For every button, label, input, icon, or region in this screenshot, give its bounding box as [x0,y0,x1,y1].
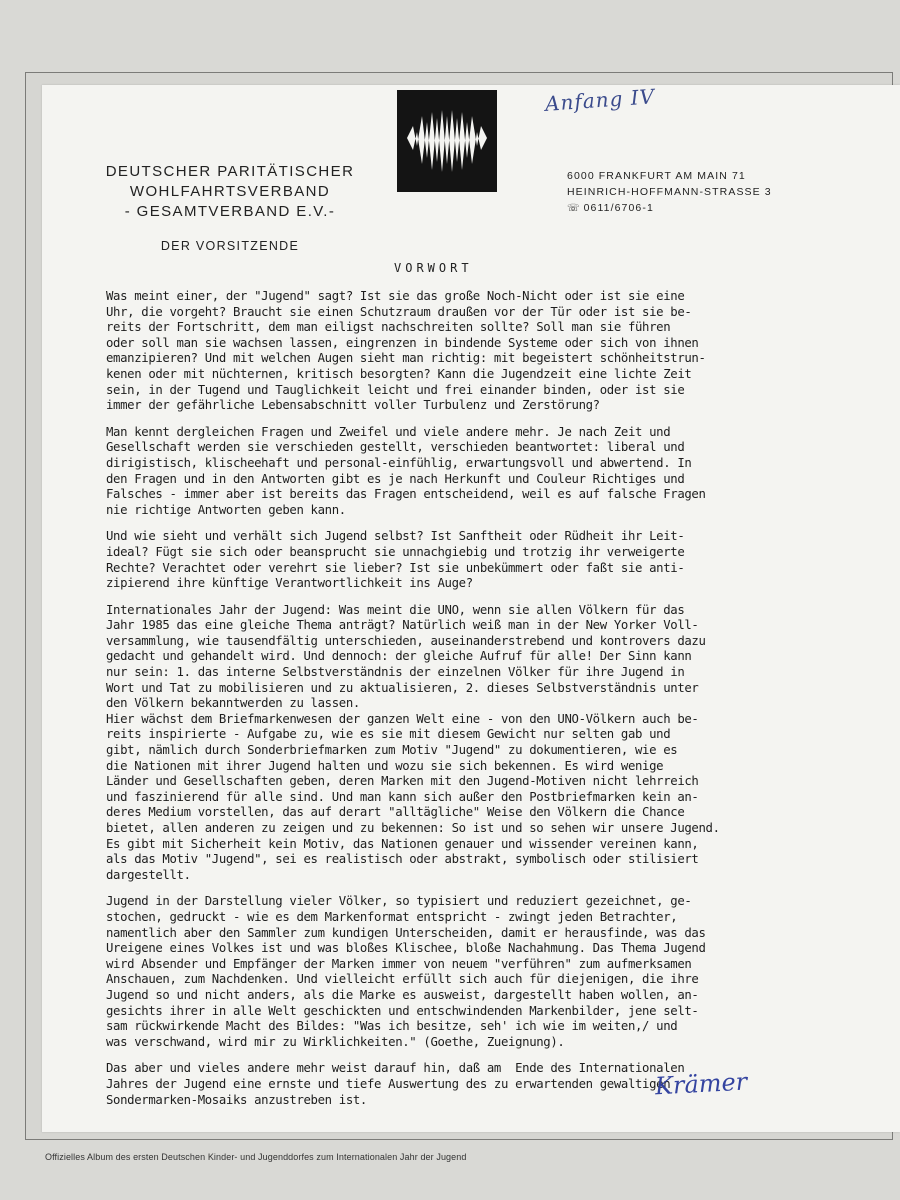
text-line: die Nationen mit ihrer Jugend halten und wozu sie sich bekennen. Es wird wenige [106,758,664,773]
text-line: Hier wächst dem Briefmarkenwesen der ganzen Welt eine - von den UNO-Völkern auch be- [106,711,699,726]
text-line: oder soll man sie wachsen lassen, eingrenzen in bindende Systeme oder sich von ihnen [106,335,699,350]
text-line: Man kennt dergleichen Fragen und Zweifel und viele andere mehr. Je nach Zeit und [106,424,671,439]
address-city: 6000 FRANKFURT AM MAIN 71 [567,170,746,182]
text-line: stochen, gedruckt - wie es dem Markenformat entspricht - zwingt jeden Betrachter, [106,909,678,924]
organization-line: WOHLFAHRTSVERBAND [129,183,331,200]
text-line: was verschwand, wird mir zu Wirklichkeiten." (Goethe, Zueignung). [106,1034,565,1049]
telephone-icon: ☏ [567,203,581,214]
text-line: den Fragen und in den Antworten gibt es je nach Herkunft und Couleur Richtiges und [106,471,685,486]
text-line: Jahres der Jugend eine ernste und tiefe Auswertung des zu erwartenden gewaltigen [106,1076,671,1091]
address-block [567,168,772,217]
text-line: nie richtige Antworten geben kann. [106,502,346,517]
paragraph [106,712,796,884]
text-line: reits der Fortschritt, dem man eiligst nachschreiten sollte? Soll man sie führen [106,320,671,335]
text-line: deres Medium vorstellen, das auf derart "alltägliche" Weise den Völkern die Chance [106,805,685,820]
text-line: sein, in der Tugend und Tauglichkeit leicht und frei einander binden, oder ist sie [106,382,685,397]
handwritten-note: Anfang IV [544,84,656,116]
text-line: gedacht und gehandelt wird. Und dennoch: der gleiche Aufruf für alle! Der Sinn kann [106,649,692,664]
text-line: gesichts ihrer in alle Welt geschickten und entschwindenden Markenbilder, jene selt- [106,1003,699,1018]
zigzag-logo-icon [397,90,497,192]
paragraph [106,425,796,519]
text-line: Jugend so und nicht anders, als die Marke es ausweist, dargestellt haben wollen, an- [106,987,699,1002]
text-line: Es gibt mit Sicherheit kein Motiv, das Nationen genauer und wissender vereinen kann, [106,836,699,851]
organization-line: - GESAMTVERBAND E.V.- [124,203,336,220]
text-line: nur sein: 1. das interne Selbstverständnis der einzelnen Völker für ihre Jugend in [106,665,685,680]
text-line: Anschauen, zum Nachdenken. Und vielleicht erfüllt sich auch für diejenigen, die ihre [106,972,699,987]
text-line: wird Absender und Empfänger der Marken immer von neuem "verführen" zum aufmerksamen [106,956,692,971]
organization-logo [397,90,497,192]
text-line: Rechte? Verachtet oder verehrt sie lieber? Ist sie unbekümmert oder faßt sie anti- [106,560,685,575]
text-line: sam rückwirkende Macht des Bildes: "Was ich besitze, seh' ich wie im weiten,/ und [106,1019,678,1034]
paragraph [106,894,796,1050]
text-line: kenen oder mit nüchternen, kritisch besorgten? Kann die Jugendzeit eine lichte Zeit [106,366,692,381]
paragraph [106,529,796,591]
text-line: gibt, nämlich durch Sonderbriefmarken zum Motiv "Jugend" zu dokumentieren, wie es [106,743,678,758]
organization-subtitle: DER VORSITZENDE [160,239,300,253]
letter-body [106,289,796,1119]
text-line: Internationales Jahr der Jugend: Was meint die UNO, wenn sie allen Völkern für das [106,602,685,617]
address-phone: 0611/6706-1 [583,202,654,214]
text-line: und faszinierend für alle sind. Und man kann sich außer den Postbriefmarken kein an- [106,789,699,804]
text-line: immer der gefährliche Lebensabschnitt voller Turbulenz und Zerstörung? [106,398,600,413]
text-line: Sondermarken-Mosaiks anzustreben ist. [106,1092,367,1107]
album-footer-caption: Offizielles Album des ersten Deutschen Kinder- und Jugenddorfes zum Internationalen Jahr der Jugend [45,1152,467,1162]
text-line: dirigistisch, klischeehaft und personal-einfühlig, erwartungsvoll und abwertend. In [106,455,692,470]
text-line: Gesellschaft werden sie verschieden gestellt, verschieden beantwortet: liberal und [106,440,685,455]
address-phone-row [567,200,772,217]
text-line: Jahr 1985 das eine gleiche Thema anträgt? Natürlich weiß man in der New Yorker Voll- [106,618,699,633]
text-line: Das aber und vieles andere mehr weist darauf hin, daß am Ende des Internationalen [106,1061,685,1076]
text-line: dargestellt. [106,867,191,882]
text-line: Was meint einer, der "Jugend" sagt? Ist sie das große Noch-Nicht oder ist sie eine [106,289,685,303]
organization-name [100,162,360,222]
text-line: reits inspirierte - Aufgabe zu, wie es sie mit diesem Gewicht nur selten gab und [106,727,671,742]
document-title: VORWORT [394,261,473,275]
text-line: als das Motiv "Jugend", sei es realistisch oder abstrakt, symbolisch oder stilisiert [106,852,699,867]
text-line: Wort und Tat zu mobilisieren und zu aktualisieren, 2. dieses Selbstverständnis unter [106,680,699,695]
text-line: bietet, allen anderen zu zeigen und zu bekennen: So ist und so sehen wir unsere Jugend. [106,821,720,835]
organization-line: DEUTSCHER PARITÄTISCHER [105,163,355,180]
text-line: Falsches - immer aber ist bereits das Fragen entscheidend, weil es auf falsche Fragen [106,487,706,502]
text-line: emanzipieren? Und mit welchen Augen sieht man richtig: mit begeistert schönheitstrun- [106,351,706,366]
text-line: ideal? Fügt sie sich oder beansprucht sie unnachgiebig und trotzig ihr verweigerte [106,544,685,559]
text-line: Länder und Gesellschaften geben, deren Marken mit den Jugend-Motiven nicht lehrreich [106,774,699,789]
text-line: Jugend in der Darstellung vieler Völker, so typisiert und reduziert gezeichnet, ge- [106,894,692,909]
text-line: zipierend ihre künftige Verantwortlichkeit ins Auge? [106,576,473,591]
handwritten-signature: Krämer [654,1067,748,1101]
address-street: HEINRICH-HOFFMANN-STRASSE 3 [567,186,772,198]
text-line: Uhr, die vorgeht? Braucht sie einen Schutzraum draußen vor der Tür oder ist sie be- [106,304,692,319]
text-line: Und wie sieht und verhält sich Jugend selbst? Ist Sanftheit oder Rüdheit ihr Leit- [106,529,685,544]
paragraph [106,603,796,712]
text-line: versammlung, wie tausendfältig unterschieden, auseinanderstrebend und kontrovers dazu [106,633,706,648]
text-line: Ureigene eines Volkes ist und was bloßes Klischee, bloße Nachahmung. Das Thema Jugend [106,941,706,956]
text-line: den Völkern bekanntwerden zu lassen. [106,696,360,711]
text-line: namentlich aber den Sammler zum kundigen Unterscheiden, damit er herausfinde, was das [106,925,706,940]
paragraph [106,289,796,414]
